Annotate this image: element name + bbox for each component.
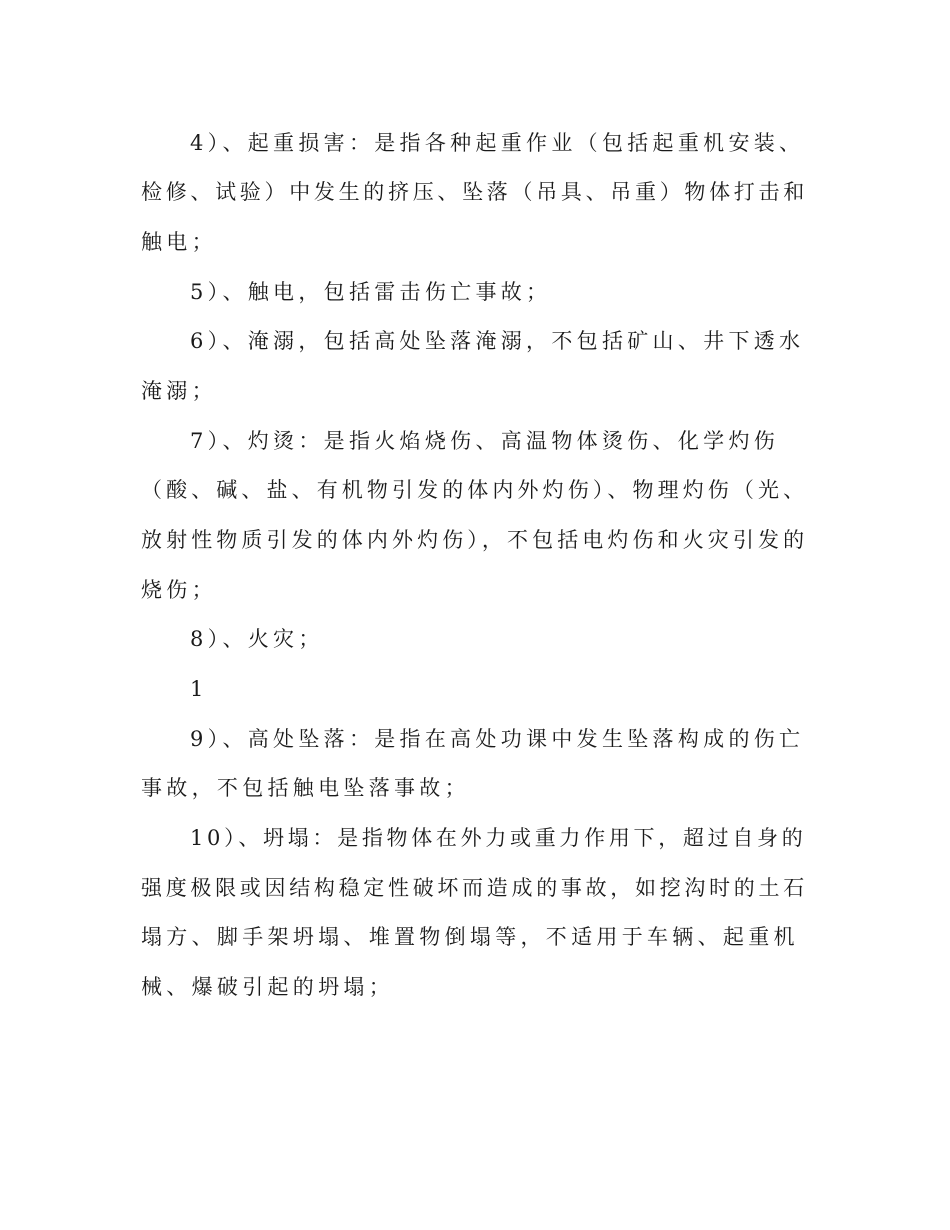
text-line: 7）、灼烫：是指火焰烧伤、高温物体烫伤、化学灼伤 xyxy=(190,429,780,453)
text-line: 放射性物质引发的体内外灼伤），不包括电灼伤和火灾引发的 xyxy=(141,528,809,552)
text-line: 淹溺； xyxy=(141,379,217,403)
text-line: （酸、碱、盐、有机物引发的体内外灼伤）、物理灼伤（光、 xyxy=(141,478,809,502)
text-line: 事故，不包括触电坠落事故； xyxy=(141,776,470,800)
text-line: 烧伤； xyxy=(141,578,217,602)
text-line: 8）、火灾； xyxy=(190,627,324,651)
text-line: 械、爆破引起的坍塌； xyxy=(141,975,394,999)
text-line: 触电； xyxy=(141,230,217,254)
text-line: 塌方、脚手架坍塌、堆置物倒塌等，不适用于车辆、起重机 xyxy=(141,925,799,949)
text-line: 9）、高处坠落：是指在高处功课中发生坠落构成的伤亡 xyxy=(190,727,805,751)
text-line: 6）、淹溺，包括高处坠落淹溺，不包括矿山、井下透水 xyxy=(190,329,805,353)
text-line: 检修、试验）中发生的挤压、坠落（吊具、吊重）物体打击和 xyxy=(141,180,808,204)
text-line: 10）、坍塌：是指物体在外力或重力作用下，超过自身的 xyxy=(190,826,807,850)
text-line: 5）、触电，包括雷击伤亡事故； xyxy=(190,280,552,304)
text-line: 强度极限或因结构稳定性破坏而造成的事故，如挖沟时的土石 xyxy=(141,876,808,900)
page-number: 1 xyxy=(190,677,208,701)
text-line: 4）、起重损害：是指各种起重作业（包括起重机安装、 xyxy=(190,131,805,155)
